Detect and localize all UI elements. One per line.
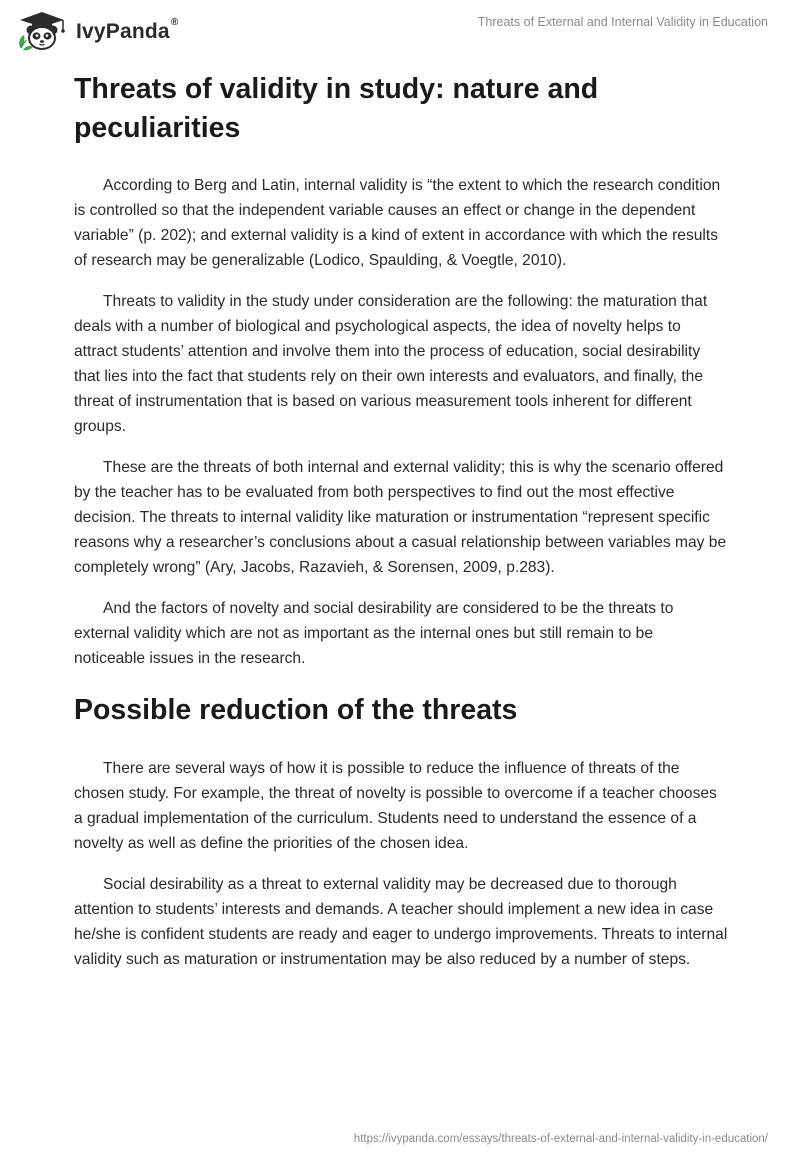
- paragraph: Threats to validity in the study under consideration are the following: the maturation that deals with a number of biological and psychological aspects, the idea of novelty helps to attract students’ attention and involve them into the process of education, social desirability that lies into the fact that students rely on their own interests and evaluators, and finally, the threat of instrumentation that is based on various measurement tools inherent for different groups.: [74, 293, 708, 435]
- document-title: Threats of External and Internal Validity in Education: [477, 15, 768, 29]
- paragraph: And the factors of novelty and social desirability are considered to be the threats to external validity which are not as important as the internal ones but still remain to be noticeable issues in the research.: [74, 600, 674, 667]
- logo-wordmark: [76, 17, 179, 44]
- page-header: [0, 0, 800, 64]
- paragraph: These are the threats of both internal and external validity; this is why the scenario offered by the teacher has to be evaluated from both perspectives to find out the most effective decision. The threats to internal validity like maturation or instrumentation “represent specific reasons why a researcher’s conclusions about a casual relationship between variables may be completely wrong” (Ary, Jacobs, Razavieh, & Sorensen, 2009, p.283).: [74, 459, 727, 576]
- paragraph: Social desirability as a threat to external validity may be decreased due to thorough attention to students’ interests and demands. A teacher should implement a new idea in case he/she is confident students are ready and eager to undergo improvements. Threats to internal validity such as maturation or instrumentation may be also reduced by a number of steps.: [74, 876, 728, 968]
- paragraph: There are several ways of how it is possible to reduce the influence of threats of the chosen study. For example, the threat of novelty is possible to overcome if a teacher chooses a gradual implementation of the curriculum. Students need to understand the essence of a novelty as well as define the priorities of the chosen idea.: [74, 760, 717, 852]
- paragraph: According to Berg and Latin, internal validity is “the extent to which the research condition is controlled so that the independent variable causes an effect or change in the dependent variable” (p. 202); and external validity is a kind of extent in accordance with which the results of research may be generalizable (Lodico, Spaulding, & Voegtle, 2010).: [74, 177, 721, 269]
- logo-text: IvyPanda: [76, 20, 170, 43]
- section-heading-reduction: Possible reduction of the threats: [74, 694, 518, 726]
- source-url[interactable]: https://ivypanda.com/essays/threats-of-external-and-internal-validity-in-education/: [353, 1133, 768, 1145]
- section-heading-threats: Threats of validity in study: nature and peculiarities: [74, 73, 599, 144]
- ivypanda-logo[interactable]: [14, 10, 178, 52]
- article-body: [74, 70, 728, 988]
- registered-mark: ®: [170, 17, 179, 28]
- panda-graduate-logo-icon: [14, 10, 70, 52]
